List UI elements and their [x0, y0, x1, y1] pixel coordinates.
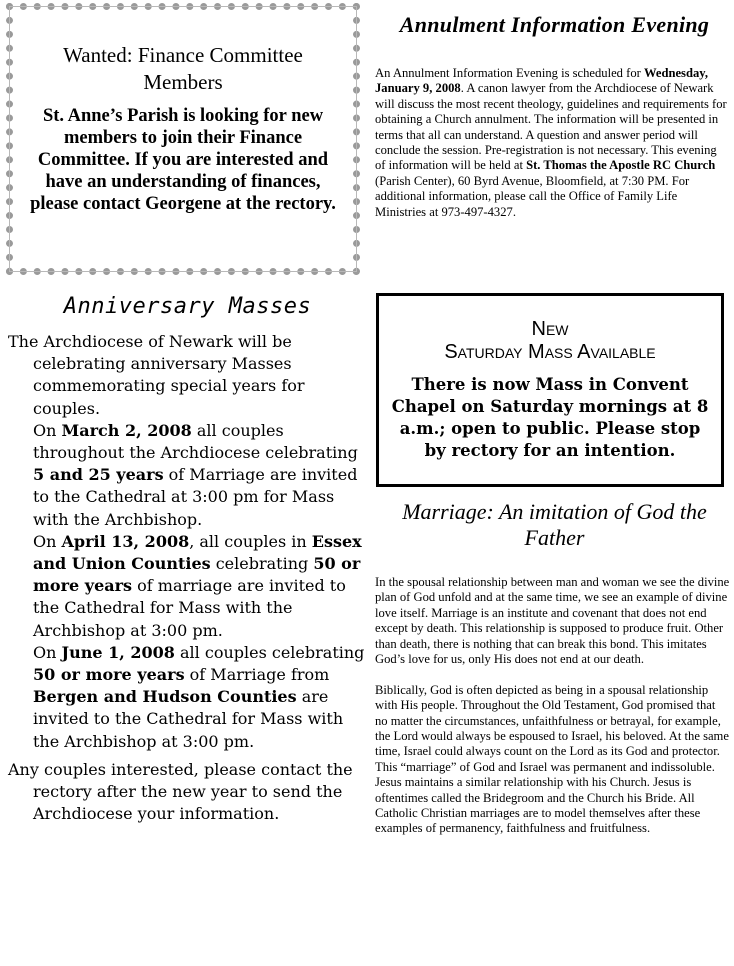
june-pre: On [33, 642, 62, 662]
march-date: March 2, 2008 [61, 420, 192, 440]
marriage-article [375, 575, 730, 852]
annulment-text-1: An Annulment Information Evening is scheduled for [375, 66, 644, 80]
april-years: 50 or more years [33, 554, 361, 596]
june-mid2: of Marriage from [184, 665, 330, 685]
mass-text: There is now Mass in Convent Chapel on Saturday mornings at 8 a.m.; open to public. Please stop by rectory for an intention. [391, 375, 709, 460]
marriage-paragraph-1: In the spousal relationship between man and woman we see the divine plan of God unfold and at the same time, we see an example of divine love itself. Marriage is an institute and covenant that does not end except by death. This relationship is supposed to produce fruit. Other than death, there is nothing that can break this bond. This imitates God’s love for us, only His does not end at our death. [375, 575, 730, 667]
anniversary-intro: The Archdiocese of Newark will be celebrating anniversary Masses commemorating special years for couples. [8, 332, 305, 418]
anniversary-paragraph-2: Any couples interested, please contact the rectory after the new year to send the Archdiocese your information. [8, 759, 353, 824]
june-years: 50 or more years [33, 665, 185, 685]
saturday-mass-box [376, 293, 724, 487]
mass-heading: Saturday Mass Available [444, 341, 656, 363]
mass-heading-new [379, 318, 721, 340]
finance-title: Wanted: Finance Committee Members [63, 43, 303, 94]
march-mid: all couples throughout the Archdiocese celebrating [33, 420, 358, 463]
finance-body: St. Anne’s Parish is looking for new members to join their Finance Committee. If you are interested and have an understanding of finances, please contact Georgene at the rectory. [30, 106, 336, 214]
finance-content [27, 42, 339, 215]
anniversary-june [33, 642, 368, 753]
anniversary-paragraph-1 [8, 331, 368, 753]
anniversary-april [33, 531, 368, 642]
anniversary-title: Anniversary Masses [63, 294, 312, 319]
mass-heading-new-text: New [531, 318, 569, 340]
april-counties: Essex and Union Counties [33, 531, 362, 574]
june-post: are invited to the Cathedral for Mass with the Archbishop at 3:00 pm. [33, 687, 344, 751]
annulment-place: St. Thomas the Apostle RC Church [526, 158, 716, 173]
april-date: April 13, 2008 [61, 531, 190, 551]
anniversary-march [33, 420, 368, 531]
march-post: of Marriage are invited to the Cathedral at 3:00 pm for Mass with the Archbishop. [33, 465, 358, 529]
annulment-text-3: (Parish Center), 60 Byrd Avenue, Bloomfield, at 7:30 PM. For additional information, please call the Office of Family Life Ministries at 973-497-4327. [375, 173, 690, 219]
june-counties: Bergen and Hudson Counties [33, 687, 297, 707]
june-date: June 1, 2008 [61, 642, 175, 662]
finance-committee-box [6, 3, 360, 275]
march-pre: On [33, 420, 62, 440]
marriage-title: Marriage: An imitation of God the Father [402, 499, 707, 550]
april-mid2: celebrating [210, 554, 314, 574]
april-mid1: , all couples in [189, 531, 312, 551]
april-post: of marriage are invited to the Cathedral for Mass with the Archbishop at 3:00 pm. [33, 576, 346, 640]
june-mid1: all couples celebrating [174, 642, 365, 662]
april-pre: On [33, 531, 62, 551]
march-years: 5 and 25 years [33, 465, 164, 485]
annulment-date: Wednesday, January 9, 2008 [375, 66, 709, 96]
annulment-title: Annulment Information Evening [399, 12, 710, 37]
annulment-text-2: . A canon lawyer from the Archdiocese of Newark will discuss the most recent theology, guidelines and requirements for obtaining a Church annulment. The information will be presented in terms that all can understand. A question and answer period will conclude the session. Pre-registration is not necessary. This evening of information will be held at [375, 81, 727, 173]
annulment-article [375, 66, 730, 220]
marriage-paragraph-2: Biblically, God is often depicted as being in a spousal relationship with His people. Throughout the Old Testament, God promised that no matter the circumstances, unfaithfulness or betrayal, for example, the Lord would always be espoused to Israel, his beloved. At the same time, Israel could always count on the Lord as its God and protector. This “marriage” of God and Israel was permanent and indissoluble. Jesus maintains a similar relationship with his Church. Jesus is oftentimes called the Bridegroom and the Church his Bride. All Catholic Christian marriages are to model themselves after these examples of permanency, faithfulness and fruitfulness. [375, 682, 729, 836]
anniversary-article [8, 331, 368, 825]
